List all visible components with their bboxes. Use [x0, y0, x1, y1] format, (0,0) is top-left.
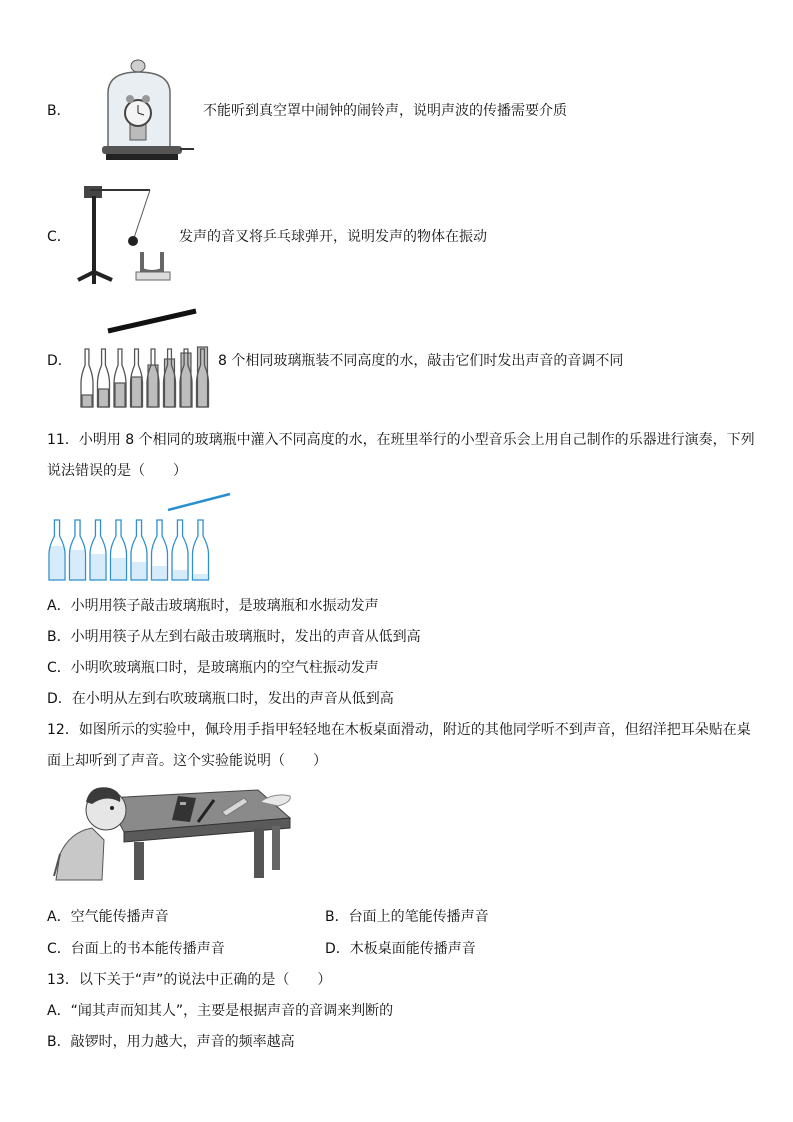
q13-option-a: A．“闻其声而知其人”，主要是根据声音的音调来判断的: [47, 1003, 394, 1019]
blue-bottle: [193, 520, 209, 580]
option-c-text: 发声的音叉将乒乓球弹开，说明发声的物体在振动: [179, 229, 487, 245]
tuning-fork-image: [74, 180, 174, 290]
q11-stem-line2: 说法错误的是（ ）: [47, 463, 187, 479]
q13-stem: 13．以下关于“声”的说法中正确的是（ ）: [47, 972, 332, 988]
q11-option-c: C．小明吹玻璃瓶口时，是玻璃瓶内的空气柱振动发声: [47, 660, 379, 676]
q11-option-a: A．小明用筷子敲击玻璃瓶时，是玻璃瓶和水振动发声: [47, 598, 379, 614]
option-c-label: C．: [47, 229, 71, 245]
q12-option-c: C．台面上的书本能传播声音: [47, 941, 225, 957]
bottles-blue-image: [46, 490, 236, 584]
option-d-label: D．: [47, 353, 72, 369]
gray-bottle-water: [198, 347, 208, 407]
q12-option-b: B．台面上的笔能传播声音: [325, 909, 489, 925]
bottles-gray-image: [78, 305, 218, 411]
gray-bottle-water: [115, 383, 125, 407]
q12-option-a: A．空气能传播声音: [47, 909, 169, 925]
q12-option-d: D．木板桌面能传播声音: [325, 941, 476, 957]
blue-bottle-water: [71, 550, 85, 580]
blue-bottle-water: [194, 574, 208, 580]
option-d-text: 8 个相同玻璃瓶装不同高度的水，敲击它们时发出声音的音调不同: [218, 353, 624, 369]
gray-bottle-water: [82, 395, 92, 407]
blue-bottle-water: [50, 546, 64, 580]
gray-bottle-water: [132, 377, 142, 407]
q11-stem-line1: 11．小明用 8 个相同的玻璃瓶中灌入不同高度的水，在班里举行的小型音乐会上用自己制作的乐器进行演奏，下列: [47, 432, 755, 448]
q11-option-d: D．在小明从左到右吹玻璃瓶口时，发出的声音从低到高: [47, 691, 394, 707]
option-b-label: B．: [47, 103, 71, 119]
blue-bottle-water: [153, 566, 167, 580]
q12-stem-line2: 面上却听到了声音。这个实验能说明（ ）: [47, 753, 327, 769]
bell-jar-image: [100, 58, 200, 164]
blue-bottle-water: [132, 562, 146, 580]
desk-experiment-image: [46, 780, 296, 884]
gray-bottle-water: [181, 353, 191, 407]
q13-option-b: B．敲锣时，用力越大，声音的频率越高: [47, 1034, 295, 1050]
blue-bottle-water: [91, 554, 105, 580]
gray-bottle-water: [99, 389, 109, 407]
option-b-text: 不能听到真空罩中闹钟的闹铃声，说明声波的传播需要介质: [203, 103, 567, 119]
q12-stem-line1: 12．如图所示的实验中，佩玲用手指甲轻轻地在木板桌面滑动，附近的其他同学听不到声音，但绍洋把耳朵贴在桌: [47, 722, 751, 738]
gray-bottle-water: [165, 359, 175, 407]
q11-option-b: B．小明用筷子从左到右敲击玻璃瓶时，发出的声音从低到高: [47, 629, 421, 645]
blue-bottle-water: [112, 558, 126, 580]
blue-bottle-water: [173, 570, 187, 580]
